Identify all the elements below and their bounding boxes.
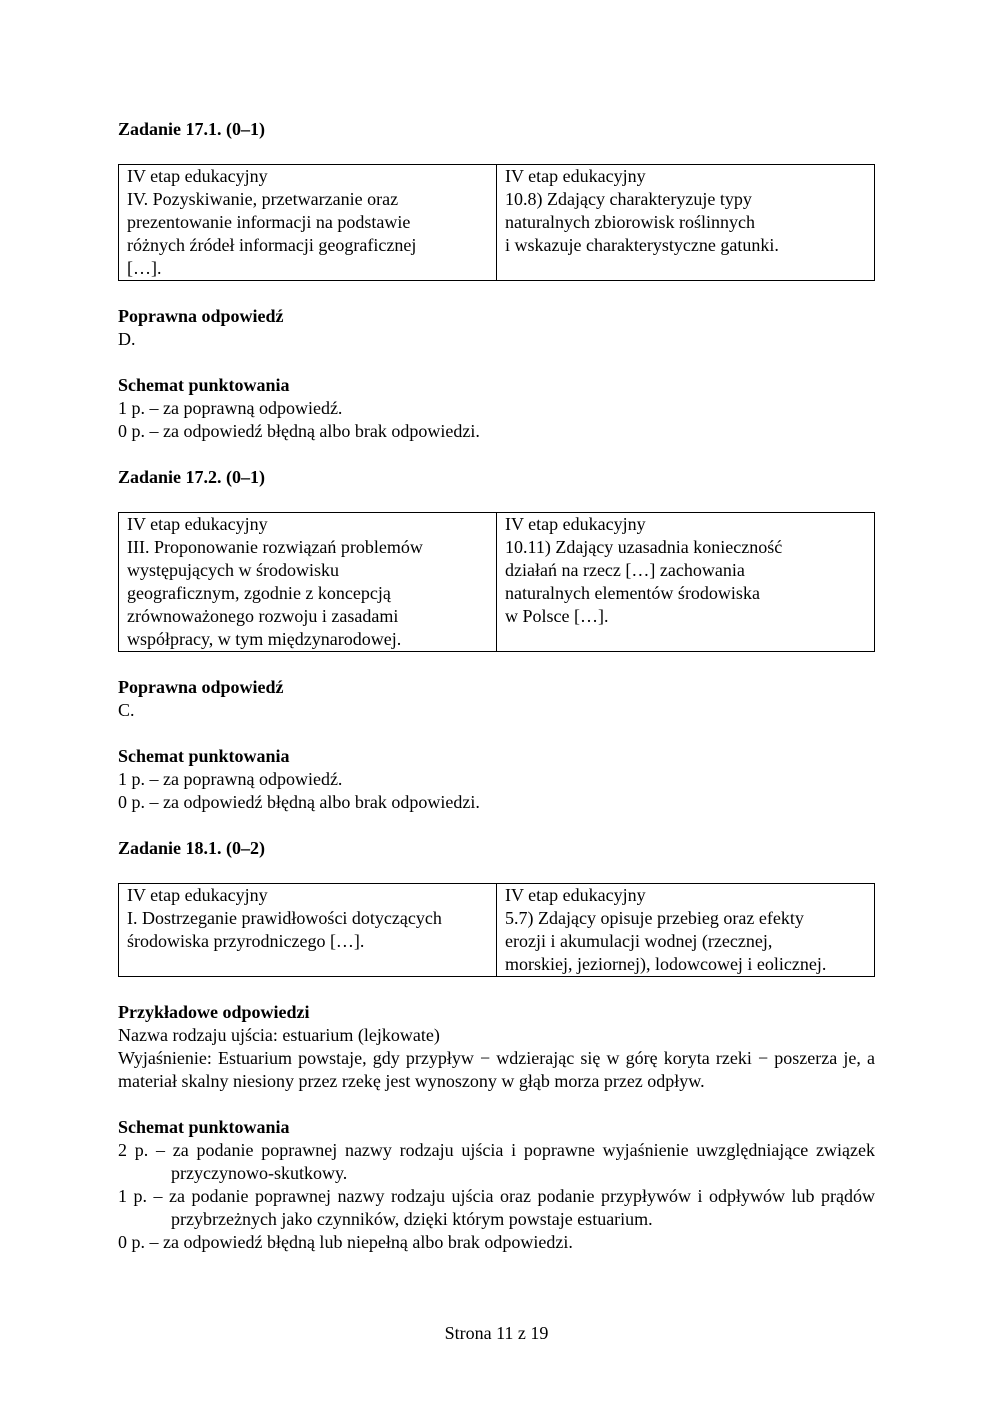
specific-requirement-cell (497, 513, 875, 652)
scoring-item: 0 p. – za odpowiedź błędną lub niepełną albo brak odpowiedzi. (118, 1232, 573, 1252)
scoring-item: 1 p. – za poprawną odpowiedź. (118, 769, 343, 789)
scoring-item: 1 p. – za poprawną odpowiedź. (118, 398, 343, 418)
cell-line: III. Proponowanie rozwiązań problemów (127, 537, 423, 557)
scoring-heading: Schemat punktowania (118, 746, 290, 766)
cell-line: 10.11) Zdający uzasadnia konieczność (505, 537, 783, 557)
requirements-table (118, 883, 875, 977)
answer-text: Nazwa rodzaju ujścia: estuarium (lejkowate) (118, 1025, 440, 1045)
scoring-heading: Schemat punktowania (118, 375, 290, 395)
cell-line: IV etap edukacyjny (127, 885, 268, 905)
cell-line: I. Dostrzeganie prawidłowości dotyczących (127, 908, 442, 928)
cell-line: naturalnych elementów środowiska (505, 583, 760, 603)
answer-text: D. (118, 329, 136, 349)
cell-line: środowiska przyrodniczego […]. (127, 931, 365, 951)
general-requirement-cell (119, 513, 497, 652)
answer-explanation: Wyjaśnienie: Estuarium powstaje, gdy przypływ − wdzierając się w górę koryta rzeki − poszerza je, a materiał skalny niesiony przez rzekę jest wynoszony w głąb morza przez odpływ. (118, 1048, 875, 1091)
requirements-table (118, 164, 875, 281)
cell-line: zrównoważonego rozwoju i zasadami (127, 606, 399, 626)
cell-line: morskiej, jeziornej), lodowcowej i eolicznej. (505, 954, 827, 974)
answer-heading: Poprawna odpowiedź (118, 677, 284, 697)
cell-line: erozji i akumulacji wodnej (rzecznej, (505, 931, 773, 951)
cell-line: działań na rzecz […] zachowania (505, 560, 745, 580)
answer-text: C. (118, 700, 135, 720)
task-title: Zadanie 17.1. (0–1) (118, 119, 266, 139)
scoring-item: 0 p. – za odpowiedź błędną albo brak odpowiedzi. (118, 421, 480, 441)
cell-line: IV etap edukacyjny (505, 514, 646, 534)
cell-line: geograficznym, zgodnie z koncepcją (127, 583, 391, 603)
specific-requirement-cell (497, 884, 875, 977)
requirements-table (118, 512, 875, 652)
cell-line: w Polsce […]. (505, 606, 609, 626)
page-number: Strona 11 z 19 (444, 1323, 549, 1343)
answer-heading: Poprawna odpowiedź (118, 306, 284, 326)
cell-line: naturalnych zbiorowisk roślinnych (505, 212, 755, 232)
cell-line: różnych źródeł informacji geograficznej (127, 235, 417, 255)
cell-line: IV etap edukacyjny (505, 166, 646, 186)
scoring-item: 0 p. – za odpowiedź błędną albo brak odpowiedzi. (118, 792, 480, 812)
task-title: Zadanie 17.2. (0–1) (118, 467, 266, 487)
answer-heading: Przykładowe odpowiedzi (118, 1002, 310, 1022)
specific-requirement-cell (497, 165, 875, 281)
cell-line: IV etap edukacyjny (505, 885, 646, 905)
cell-line: prezentowanie informacji na podstawie (127, 212, 411, 232)
cell-line: IV etap edukacyjny (127, 166, 268, 186)
scoring-item: 1 p. – za podanie poprawnej nazwy rodzaju ujścia oraz podanie przypływów i odpływów lub prądów przybrzeżnych jako czynników, dzięki którym powstaje estuarium. (118, 1186, 875, 1229)
cell-line: […]. (127, 258, 162, 278)
cell-line: współpracy, w tym międzynarodowej. (127, 629, 402, 649)
general-requirement-cell (119, 165, 497, 281)
cell-line: IV etap edukacyjny (127, 514, 268, 534)
task-title: Zadanie 18.1. (0–2) (118, 838, 266, 858)
cell-line: 5.7) Zdający opisuje przebieg oraz efekty (505, 908, 804, 928)
cell-line: IV. Pozyskiwanie, przetwarzanie oraz (127, 189, 399, 209)
cell-line: występujących w środowisku (127, 560, 339, 580)
page-content (118, 118, 875, 1254)
cell-line: i wskazuje charakterystyczne gatunki. (505, 235, 779, 255)
scoring-heading: Schemat punktowania (118, 1117, 290, 1137)
general-requirement-cell (119, 884, 497, 977)
scoring-item: 2 p. – za podanie poprawnej nazwy rodzaju ujścia i poprawne wyjaśnienie uwzględniające związek przyczynowo-skutkowy. (118, 1140, 875, 1183)
cell-line: 10.8) Zdający charakteryzuje typy (505, 189, 752, 209)
